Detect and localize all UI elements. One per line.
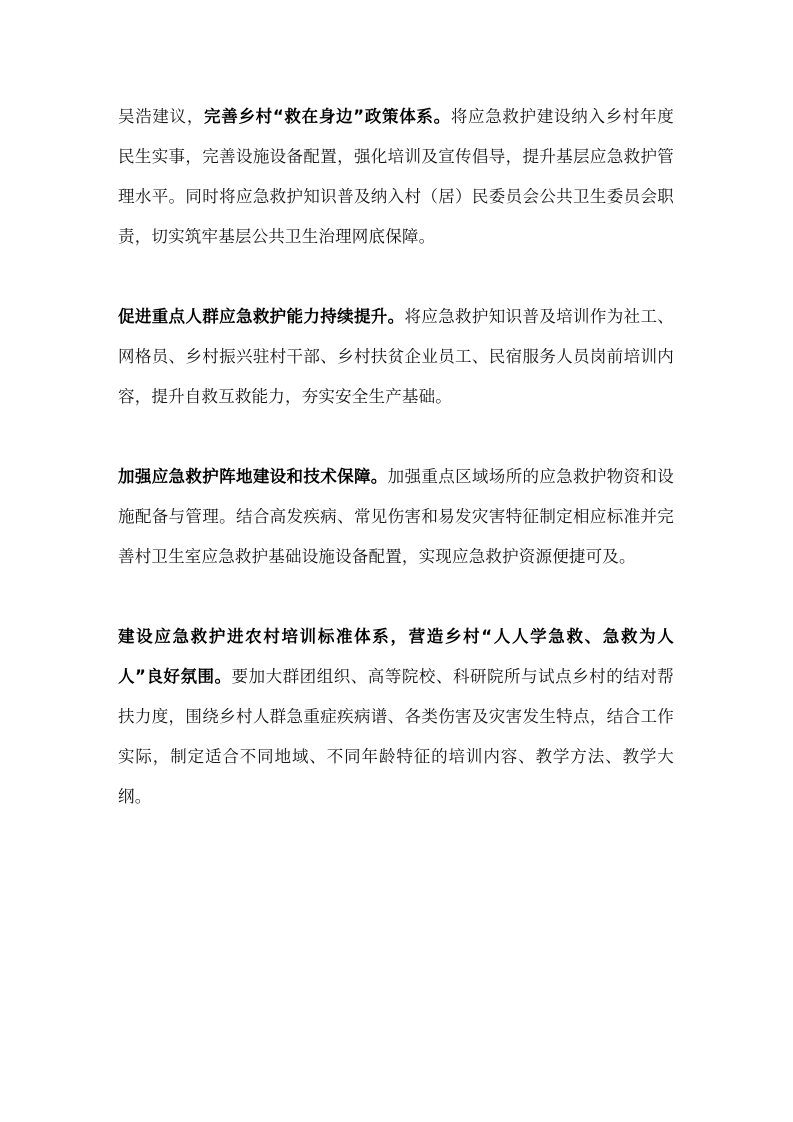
paragraph-training-standards [118, 617, 674, 817]
paragraph-lead-heading: 建设应急救护进农村培训标准体系，营造乡村“人人学急救、急救为人人”良好氛围。 [118, 627, 674, 686]
paragraph-lead-heading: 加强应急救护阵地建设和技术保障。 [118, 467, 388, 486]
paragraph-intro-text: 吴浩建议， [118, 107, 205, 126]
paragraph-key-groups [118, 297, 674, 417]
paragraph-body-text: 加强重点区域场所的应急救护物资和设施配备与管理。结合高发疾病、常见伤害和易发灾害特征制定相应标准并完善村卫生室应急救护基础设施设备配置，实现应急救护资源便捷可及。 [118, 467, 675, 566]
article-body [118, 97, 674, 857]
paragraph-lead-heading: 完善乡村“救在身边”政策体系。 [204, 107, 451, 126]
paragraph-lead-heading: 促进重点人群应急救护能力持续提升。 [118, 307, 405, 326]
paragraph-body-text: 要加大群团组织、高等院校、科研院所与试点乡村的结对帮扶力度，围绕乡村人群急重症疾病谱、各类伤害及灾害发生特点，结合工作实际，制定适合不同地域、不同年龄特征的培训内容、教学方法、教学大纲。 [118, 667, 675, 806]
paragraph-infrastructure [118, 457, 674, 577]
paragraph-body-text: 将应急救护知识普及培训作为社工、网格员、乡村振兴驻村干部、乡村扶贫企业员工、民宿服务人员岗前培训内容，提升自救互救能力，夯实安全生产基础。 [118, 307, 674, 406]
paragraph-policy-system [118, 97, 674, 257]
paragraph-body-text: 将应急救护建设纳入乡村年度民生实事，完善设施设备配置，强化培训及宣传倡导，提升基层应急救护管理水平。同时将应急救护知识普及纳入村（居）民委员会公共卫生委员会职责，切实筑牢基层公共卫生治理网底保障。 [118, 107, 674, 246]
